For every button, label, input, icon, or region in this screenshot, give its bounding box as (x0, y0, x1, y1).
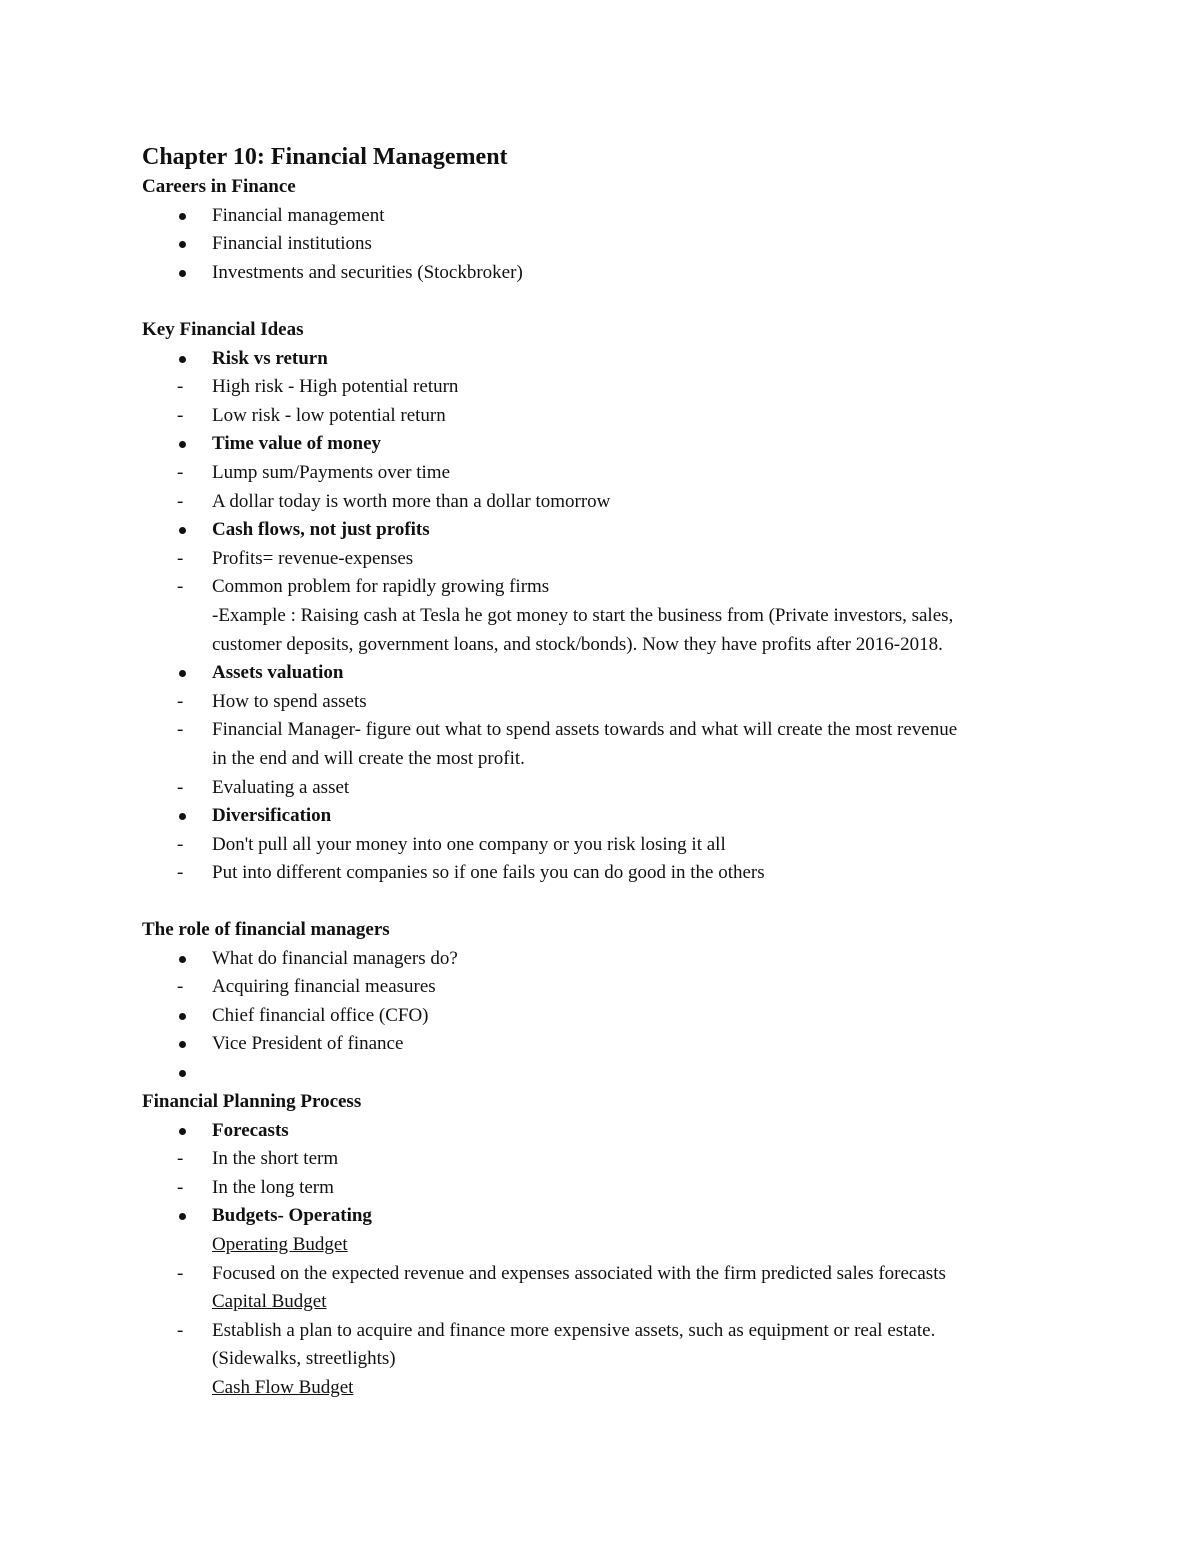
item-text: Time value of money (212, 433, 382, 455)
text-line (142, 1374, 1172, 1403)
dash-item (142, 716, 1172, 745)
item-text: Don't pull all your money into one company or you risk losing it all (212, 833, 726, 855)
item-text: Evaluating a asset (212, 776, 350, 798)
subheading-text: Capital Budget (212, 1291, 327, 1313)
dash-item (142, 774, 1172, 803)
item-text: Focused on the expected revenue and expenses associated with the firm predicted sales forecasts (212, 1262, 946, 1284)
bullet-item (142, 1030, 1172, 1059)
section-heading: Careers in Finance (142, 176, 296, 197)
item-text: Profits= revenue-expenses (212, 547, 414, 569)
bullet-item (142, 516, 1172, 545)
item-text: A dollar today is worth more than a dollar tomorrow (212, 490, 611, 512)
dash-item (142, 545, 1172, 574)
dash-item (142, 373, 1172, 402)
text-line (142, 1231, 1172, 1260)
subheading-text: Operating Budget (212, 1234, 348, 1255)
dash-item (142, 402, 1172, 431)
section-heading: Financial Planning Process (142, 1091, 362, 1112)
item-text: In the short term (212, 1148, 339, 1170)
bullet-item (142, 259, 1172, 288)
bullet-item (142, 1202, 1172, 1231)
item-text: Chief financial office (CFO) (212, 1004, 429, 1026)
bullet-item (142, 945, 1172, 974)
item-text: Financial management (212, 204, 385, 226)
item-text: Low risk - low potential return (212, 404, 446, 426)
section-heading: Key Financial Ideas (142, 319, 304, 340)
bullet-item (142, 1117, 1172, 1146)
dash-item (142, 831, 1172, 860)
item-text: Lump sum/Payments over time (212, 462, 451, 483)
item-text: Financial Manager- figure out what to spend assets towards and what will create the most revenue (212, 719, 958, 741)
bullet-item (142, 659, 1172, 688)
item-text: Forecasts (212, 1119, 289, 1141)
item-text: Establish a plan to acquire and finance more expensive assets, such as equipment or real estate. (212, 1319, 936, 1341)
item-text: Assets valuation (212, 662, 344, 684)
text-line (142, 1345, 1172, 1374)
item-text: What do financial managers do? (212, 947, 458, 969)
dash-item (142, 573, 1172, 602)
dash-item (142, 859, 1172, 888)
section-heading: The role of financial managers (142, 919, 390, 940)
bullet-item (142, 430, 1172, 459)
subheading-text: Cash Flow Budget (212, 1377, 354, 1398)
text-line (142, 631, 1172, 660)
item-text: How to spend assets (212, 690, 367, 712)
item-text: Budgets- Operating (212, 1205, 372, 1227)
item-text: Financial institutions (212, 233, 372, 255)
text-line (142, 602, 1172, 631)
item-text: (Sidewalks, streetlights) (212, 1348, 396, 1370)
item-text: High risk - High potential return (212, 376, 459, 398)
text-line (142, 1288, 1172, 1317)
item-text: Risk vs return (212, 347, 328, 369)
dash-item (142, 688, 1172, 717)
item-text: in the end and will create the most profit. (212, 748, 525, 769)
bullet-item (142, 345, 1172, 374)
dash-item (142, 1260, 1172, 1289)
bullet-item (142, 802, 1172, 831)
item-text: Vice President of finance (212, 1033, 404, 1055)
dash-item (142, 459, 1172, 488)
dash-item (142, 1317, 1172, 1346)
item-text: Common problem for rapidly growing firms (212, 576, 550, 598)
item-text: customer deposits, government loans, and stock/bonds). Now they have profits after 2016-2018. (212, 633, 943, 655)
dash-item (142, 488, 1172, 517)
bullet-item (142, 1002, 1172, 1031)
item-text: Investments and securities (Stockbroker) (212, 261, 523, 283)
item-text: Acquiring financial measures (212, 976, 436, 998)
dash-item (142, 1145, 1172, 1174)
bullet-item (142, 230, 1172, 259)
dash-item (142, 973, 1172, 1002)
item-text: Put into different companies so if one fails you can do good in the others (212, 862, 765, 884)
item-text: Cash flows, not just profits (212, 519, 430, 541)
text-line (142, 745, 1172, 774)
item-text: In the long term (212, 1176, 334, 1198)
item-text: Diversification (212, 805, 332, 827)
item-text: -Example : Raising cash at Tesla he got money to start the business from (Private investors, sales, (212, 605, 954, 626)
document-title: Chapter 10: Financial Management (142, 144, 508, 170)
dash-item (142, 1174, 1172, 1203)
bullet-item (142, 202, 1172, 231)
